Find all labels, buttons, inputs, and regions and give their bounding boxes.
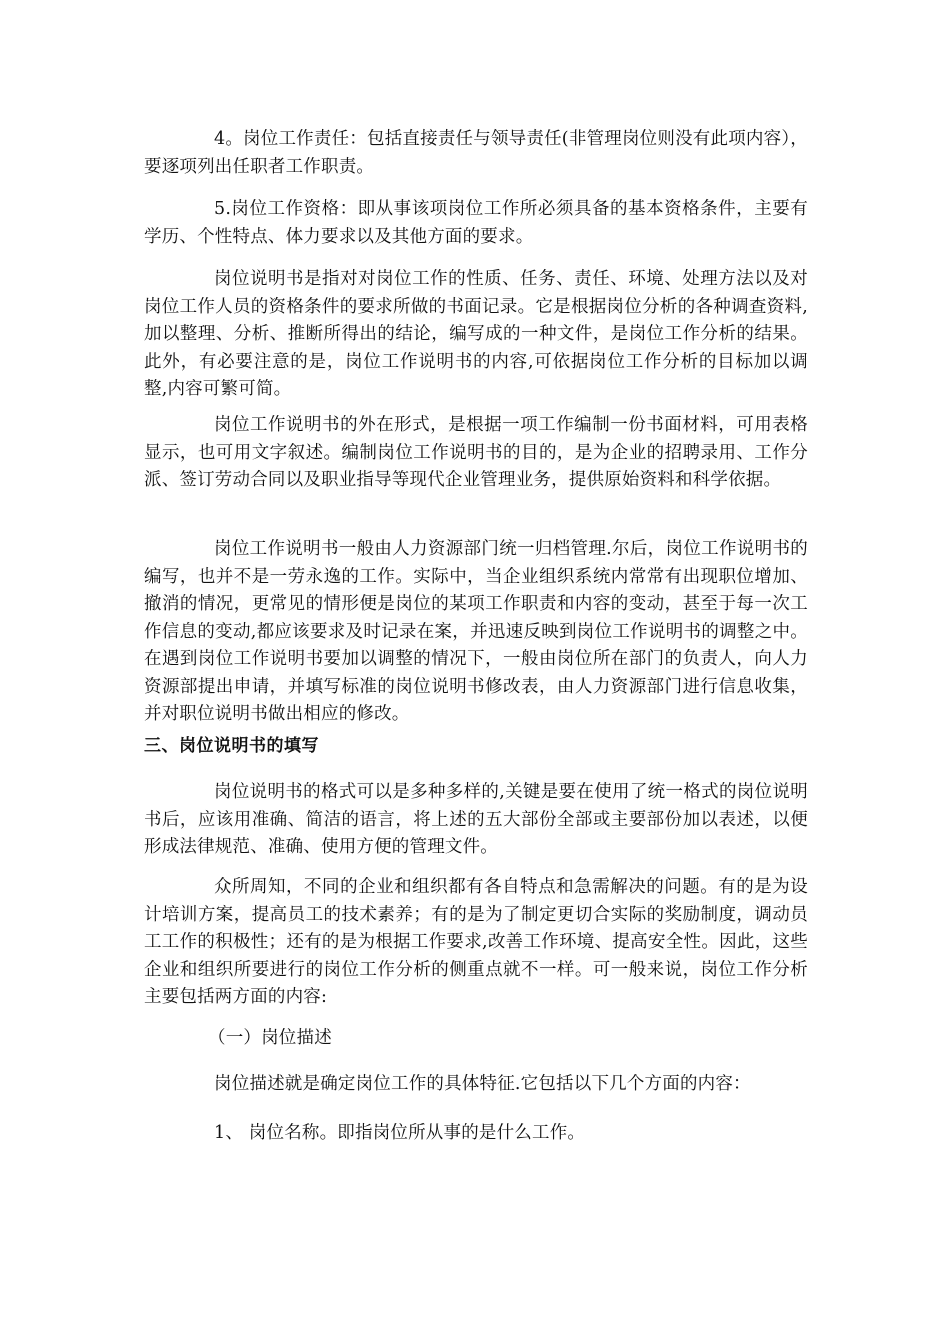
- sub-heading: （一）岗位描述: [208, 1028, 332, 1048]
- paragraph-job-responsibility: 4。岗位工作责任：包括直接责任与领导责任(非管理岗位则没有此项内容），要逐项列出任职者工作职责。: [144, 129, 808, 177]
- list-item: 1、 岗位名称。即指岗位所从事的是什么工作。: [214, 1123, 586, 1143]
- paragraph-format: 岗位说明书的格式可以是多种多样的,关键是要在使用了统一格式的岗位说明书后，应该用准确、简洁的语言，将上述的五大部份全部或主要部份加以表述，以便形成法律规范、准确、使用方便的管理文件。: [144, 782, 808, 857]
- paragraph-job-description-management: 岗位工作说明书一般由人力资源部门统一归档管理.尔后，岗位工作说明书的编写，也并不是一劳永逸的工作。实际中，当企业组织系统内常常有出现职位增加、撤消的情况，更常见的情形便是岗位的某项工作职责和内容的变动，甚至于每一次工作信息的变动,都应该要求及时记录在案，并迅速反映到岗位工作说明书的调整之中。在遇到岗位工作说明书要加以调整的情况下，一般由岗位所在部门的负责人，向人力资源部提出申请，并填写标准的岗位说明书修改表，由人力资源部门进行信息收集，并对职位说明书做出相应的修改。: [144, 539, 808, 724]
- paragraph-job-qualification: 5.岗位工作资格：即从事该项岗位工作所必须具备的基本资格条件，主要有学历、个性特点、体力要求以及其他方面的要求。: [144, 199, 808, 247]
- paragraph-job-description-definition: 岗位说明书是指对对岗位工作的性质、任务、责任、环境、处理方法以及对岗位工作人员的资格条件的要求所做的书面记录。它是根据岗位分析的各种调查资料,加以整理、分析、推断所得出的结论，编写成的一种文件，是岗位工作分析的结果。此外，有必要注意的是，岗位工作说明书的内容,可依据岗位工作分析的目标加以调整,内容可繁可简。: [144, 269, 808, 399]
- paragraph-job-description-form: 岗位工作说明书的外在形式，是根据一项工作编制一份书面材料，可用表格显示，也可用文字叙述。编制岗位工作说明书的目的，是为企业的招聘录用、工作分派、签订劳动合同以及职业指导等现代企业管理业务，提供原始资料和科学依据。: [144, 415, 808, 490]
- paragraph-job-analysis-content: 众所周知，不同的企业和组织都有各自特点和急需解决的问题。有的是为设计培训方案，提高员工的技术素养；有的是为了制定更切合实际的奖励制度，调动员工工作的积极性；还有的是为根据工作要求,改善工作环境、提高安全性。因此，这些企业和组织所要进行的岗位工作分析的侧重点就不一样。可一般来说，岗位工作分析主要包括两方面的内容:: [144, 877, 808, 1007]
- job-description-intro: 岗位描述就是确定岗位工作的具体特征.它包括以下几个方面的内容：: [214, 1074, 751, 1094]
- section-heading: 三、岗位说明书的填写: [144, 736, 319, 756]
